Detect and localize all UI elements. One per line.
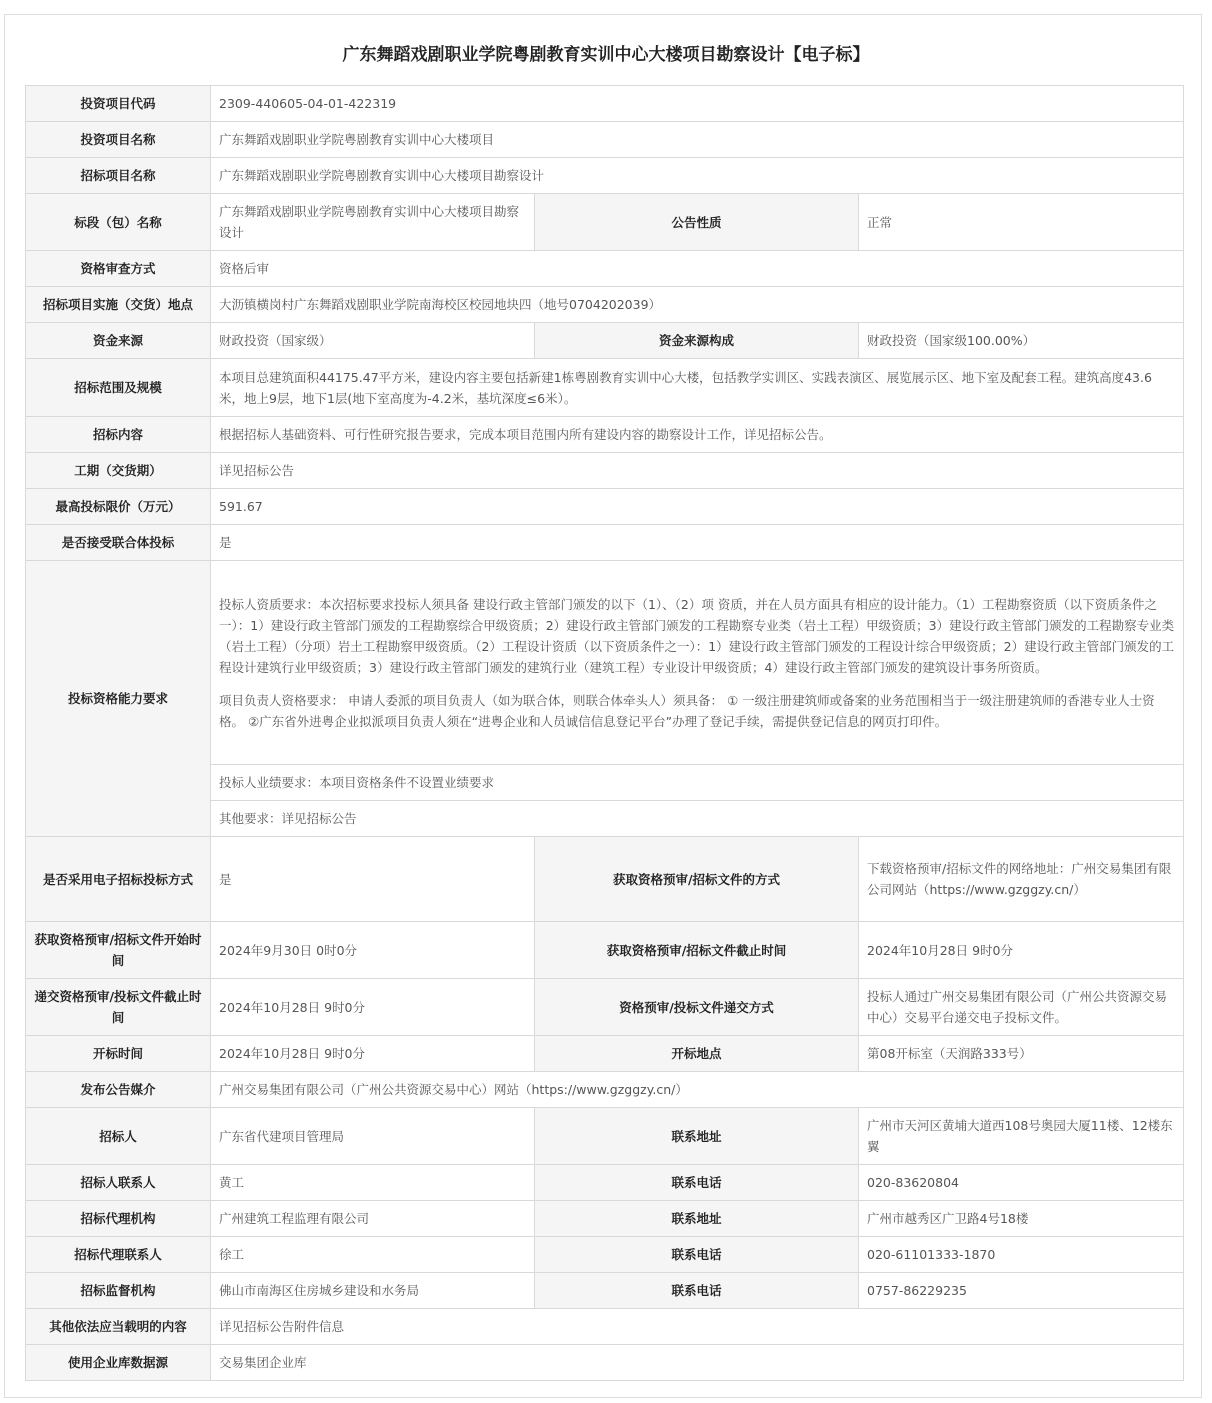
row-tender-name [26,158,1184,194]
label-enterprise-db: 使用企业库数据源 [26,1345,211,1381]
row-consortium [26,525,1184,561]
label-supervisor-phone: 联系电话 [535,1273,859,1309]
value-other-requirements: 其他要求：详见招标公告 [211,801,1184,837]
value-other-content: 详见招标公告附件信息 [211,1309,1184,1345]
value-doc-end: 2024年10月28日 9时0分 [859,922,1184,979]
value-doc-start: 2024年9月30日 0时0分 [211,922,535,979]
label-content: 招标内容 [26,417,211,453]
label-agency-phone: 联系电话 [535,1237,859,1273]
value-tenderer: 广东省代建项目管理局 [211,1108,535,1165]
tender-info-table [25,85,1184,1381]
label-scope: 招标范围及规模 [26,359,211,417]
label-max-price: 最高投标限价（万元） [26,489,211,525]
value-enterprise-db: 交易集团企业库 [211,1345,1184,1381]
label-qualification: 投标资格能力要求 [26,561,211,837]
value-fund-composition: 财政投资（国家级100.00%） [859,323,1184,359]
value-consortium: 是 [211,525,1184,561]
label-fund-composition: 资金来源构成 [535,323,859,359]
value-opening-time: 2024年10月28日 9时0分 [211,1036,535,1072]
label-supervisor: 招标监督机构 [26,1273,211,1309]
label-project-name: 投资项目名称 [26,122,211,158]
value-review-method: 资格后审 [211,251,1184,287]
value-project-code: 2309-440605-04-01-422319 [211,86,1184,122]
value-electronic: 是 [211,837,535,922]
label-tenderer-contact: 招标人联系人 [26,1165,211,1201]
page-title: 广东舞蹈戏剧职业学院粤剧教育实训中心大楼项目勘察设计【电子标】 [342,45,870,65]
row-scope [26,359,1184,417]
label-doc-start: 获取资格预审/招标文件开始时间 [26,922,211,979]
value-tenderer-contact: 黄工 [211,1165,535,1201]
value-project-name: 广东舞蹈戏剧职业学院粤剧教育实训中心大楼项目 [211,122,1184,158]
value-tenderer-phone: 020-83620804 [859,1165,1184,1201]
value-fund-source: 财政投资（国家级） [211,323,535,359]
row-media [26,1072,1184,1108]
row-location [26,287,1184,323]
row-tenderer [26,1108,1184,1165]
value-agency-phone: 020-61101333-1870 [859,1237,1184,1273]
label-opening-place: 开标地点 [535,1036,859,1072]
value-doc-method: 下载资格预审/招标文件的网络地址：广州交易集团有限公司网站（https://www.gzggzy.cn/） [859,837,1184,922]
value-supervisor: 佛山市南海区住房城乡建设和水务局 [211,1273,535,1309]
row-electronic [26,837,1184,922]
label-tenderer: 招标人 [26,1108,211,1165]
label-other-content: 其他依法应当载明的内容 [26,1309,211,1345]
label-electronic: 是否采用电子招标投标方式 [26,837,211,922]
bidder-qualification-text: 投标人资质要求：本次招标要求投标人须具备 建设行政主管部门颁发的以下（1）、（2）项 资质，并在人员方面具有相应的设计能力。（1）工程勘察资质（以下资质条件之一）：1）建设行政主管部门颁发的工程勘察综合甲级资质；2）建设行政主管部门颁发的工程勘察专业类（岩土工程）甲级资质；3）建设行政主管部门颁发的工程勘察专业类（岩土工程）（分项）岩土工程勘察甲级资质。（2）工程设计资质（以下资质条件之一）：1）建设行政主管部门颁发的工程设计综合甲级资质；2）建设行政主管部门颁发的工程设计建筑行业甲级资质；3）建设行政主管部门颁发的建筑行业（建筑工程）专业设计甲级资质；4）建设行政主管部门颁发的建筑设计事务所资质。 [219,596,1175,675]
value-agency: 广州建筑工程监理有限公司 [211,1201,535,1237]
value-notice-type: 正常 [859,194,1184,251]
label-fund-source: 资金来源 [26,323,211,359]
row-agency [26,1201,1184,1237]
value-agency-contact: 徐工 [211,1237,535,1273]
row-other-content [26,1309,1184,1345]
label-media: 发布公告媒介 [26,1072,211,1108]
qualification-main-cell [211,561,1184,765]
label-doc-method: 获取资格预审/招标文件的方式 [535,837,859,922]
row-supervisor [26,1273,1184,1309]
value-duration: 详见招标公告 [211,453,1184,489]
label-duration: 工期（交货期） [26,453,211,489]
label-submit-deadline: 递交资格预审/投标文件截止时间 [26,979,211,1036]
value-content: 根据招标人基础资料、可行性研究报告要求，完成本项目范围内所有建设内容的勘察设计工作，详见招标公告。 [211,417,1184,453]
label-review-method: 资格审查方式 [26,251,211,287]
label-tender-name: 招标项目名称 [26,158,211,194]
row-lot-name [26,194,1184,251]
label-agency: 招标代理机构 [26,1201,211,1237]
row-enterprise-db [26,1345,1184,1381]
label-project-code: 投资项目代码 [26,86,211,122]
value-scope: 本项目总建筑面积44175.47平方米，建设内容主要包括新建1栋粤剧教育实训中心大楼，包括教学实训区、实践表演区、展览展示区、地下室及配套工程。建筑高度43.6米，地上9层，地下1层(地下室高度为-4.2米，基坑深度≤6米）。 [211,359,1184,417]
value-agency-address: 广州市越秀区广卫路4号18楼 [859,1201,1184,1237]
label-tenderer-address: 联系地址 [535,1108,859,1165]
row-content [26,417,1184,453]
value-submit-method: 投标人通过广州交易集团有限公司（广州公共资源交易中心）交易平台递交电子投标文件。 [859,979,1184,1036]
label-submit-method: 资格预审/投标文件递交方式 [535,979,859,1036]
value-media: 广州交易集团有限公司（广州公共资源交易中心）网站（https://www.gzggzy.cn/） [211,1072,1184,1108]
row-review-method [26,251,1184,287]
row-project-code [26,86,1184,122]
label-agency-contact: 招标代理联系人 [26,1237,211,1273]
label-agency-address: 联系地址 [535,1201,859,1237]
value-location: 大沥镇横岗村广东舞蹈戏剧职业学院南海校区校园地块四（地号0704202039） [211,287,1184,323]
value-lot-name: 广东舞蹈戏剧职业学院粤剧教育实训中心大楼项目勘察设计 [211,194,535,251]
row-tenderer-contact [26,1165,1184,1201]
label-doc-end: 获取资格预审/招标文件截止时间 [535,922,859,979]
label-notice-type: 公告性质 [535,194,859,251]
row-project-name [26,122,1184,158]
manager-qualification-text: 项目负责人资格要求： 申请人委派的项目负责人（如为联合体，则联合体牵头人）须具备： ① 一级注册建筑师或备案的业务范围相当于一级注册建筑师的香港专业人士资格。 ②广东省外进粤企业拟派项目负责人须在“进粤企业和人员诚信信息登记平台”办理了登记手续，需提供登记信息的网页打印件。 [219,692,1155,729]
label-opening-time: 开标时间 [26,1036,211,1072]
value-submit-deadline: 2024年10月28日 9时0分 [211,979,535,1036]
value-opening-place: 第08开标室（天润路333号） [859,1036,1184,1072]
row-fund-source [26,323,1184,359]
row-doc-start [26,922,1184,979]
value-max-price: 591.67 [211,489,1184,525]
row-max-price [26,489,1184,525]
row-qualification [26,561,1184,765]
row-agency-contact [26,1237,1184,1273]
label-lot-name: 标段（包）名称 [26,194,211,251]
row-submit-deadline [26,979,1184,1036]
label-location: 招标项目实施（交货）地点 [26,287,211,323]
row-opening [26,1036,1184,1072]
value-tender-name: 广东舞蹈戏剧职业学院粤剧教育实训中心大楼项目勘察设计 [211,158,1184,194]
label-consortium: 是否接受联合体投标 [26,525,211,561]
value-performance: 投标人业绩要求：本项目资格条件不设置业绩要求 [211,765,1184,801]
row-duration [26,453,1184,489]
value-tenderer-address: 广州市天河区黄埔大道西108号奥园大厦11楼、12楼东翼 [859,1108,1184,1165]
value-supervisor-phone: 0757-86229235 [859,1273,1184,1309]
label-tenderer-phone: 联系电话 [535,1165,859,1201]
